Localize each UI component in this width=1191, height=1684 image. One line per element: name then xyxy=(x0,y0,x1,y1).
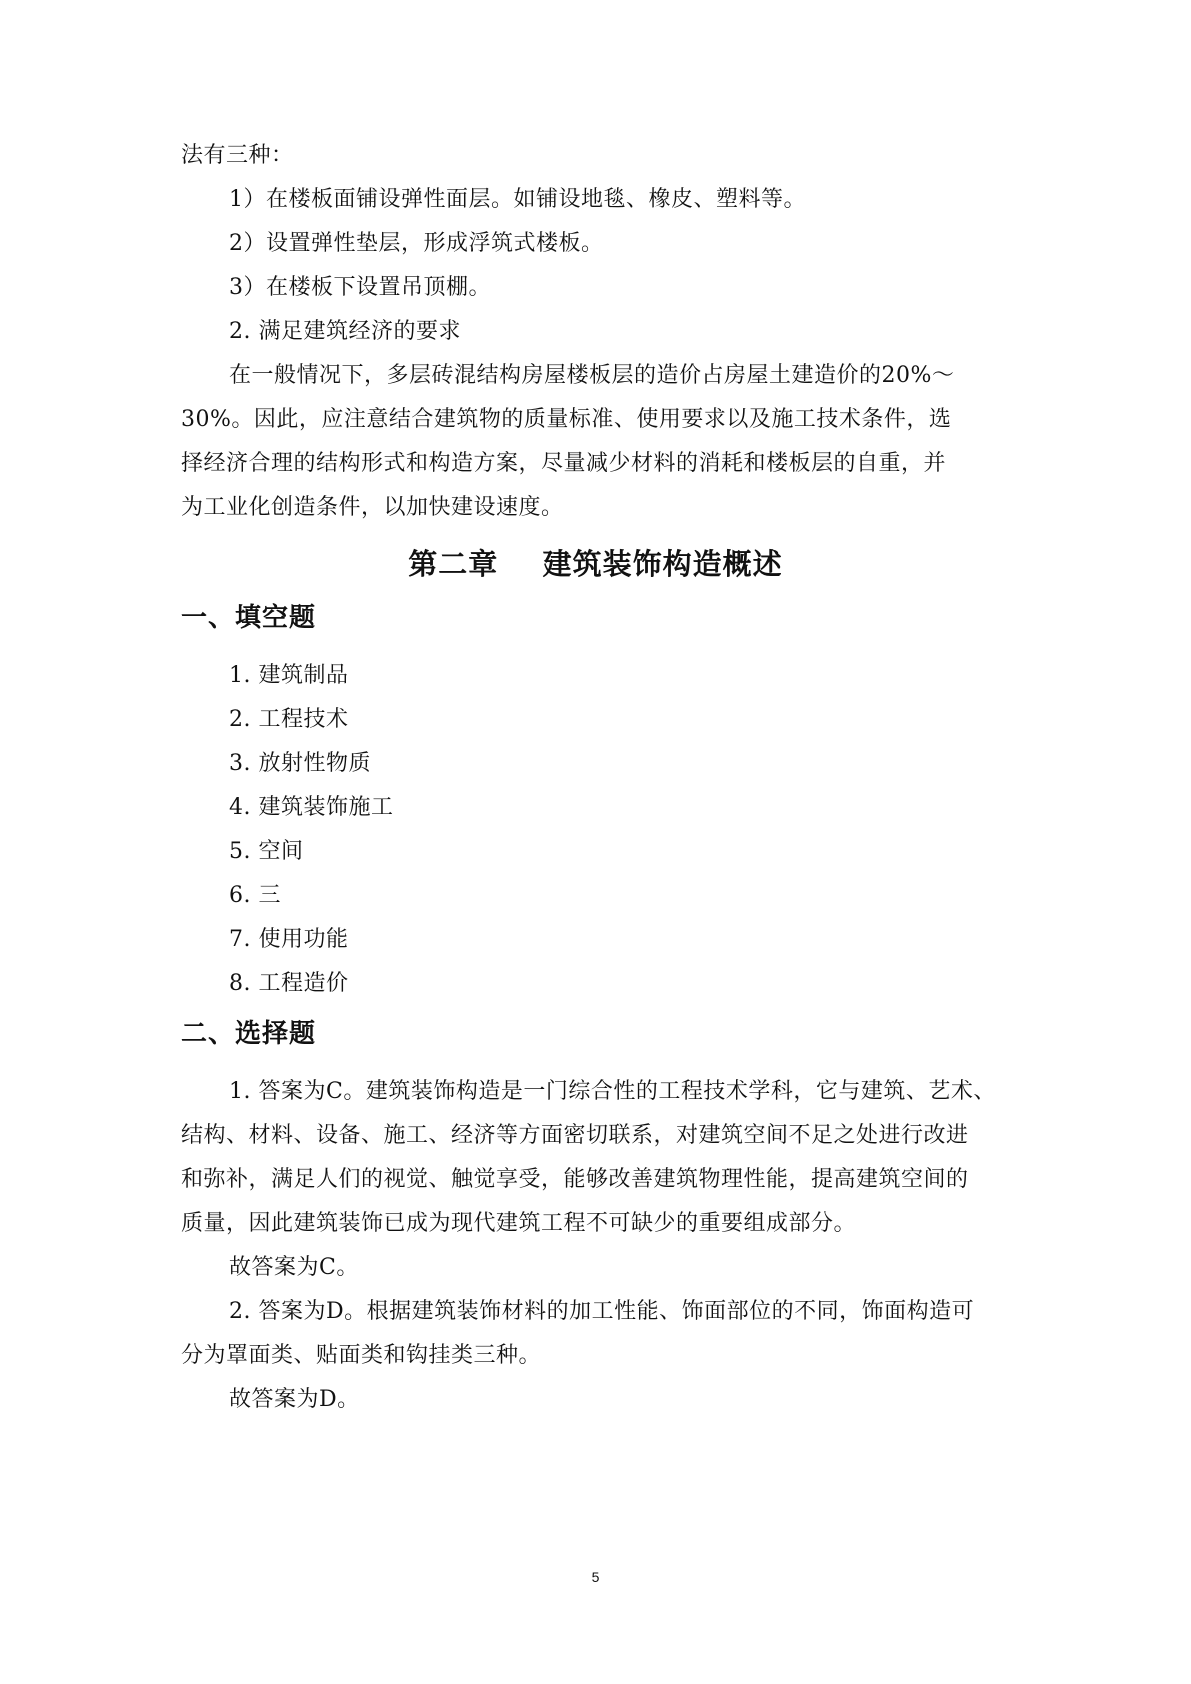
q1-line: 质量，因此建筑装饰已成为现代建筑工程不可缺少的重要组成部分。 xyxy=(181,1211,857,1236)
method-item: 1）在楼板面铺设弹性面层。如铺设地毯、橡皮、塑料等。 xyxy=(229,187,806,212)
paragraph-line: 30%。因此，应注意结合建筑物的质量标准、使用要求以及施工技术条件，选 xyxy=(181,407,952,432)
chapter-title: 第二章 建筑装饰构造概述 xyxy=(408,547,783,581)
page-number: 5 xyxy=(591,1569,600,1585)
answer-item: 5. 空间 xyxy=(229,839,304,864)
requirement-heading: 2. 满足建筑经济的要求 xyxy=(229,319,461,344)
choice-heading: 二、选择题 xyxy=(181,1019,317,1049)
paragraph-line: 择经济合理的结构形式和构造方案，尽量减少材料的消耗和楼板层的自重，并 xyxy=(181,451,947,476)
method-item: 3）在楼板下设置吊顶棚。 xyxy=(229,275,491,300)
q2-line: 2. 答案为D。根据建筑装饰材料的加工性能、饰面部位的不同，饰面构造可 xyxy=(229,1299,975,1324)
answer-item: 3. 放射性物质 xyxy=(229,751,371,776)
fill-blank-heading: 一、填空题 xyxy=(181,603,317,633)
paragraph-line: 在一般情况下，多层砖混结构房屋楼板层的造价占房屋土建造价的20%～ xyxy=(229,363,955,388)
q2-line: 分为罩面类、贴面类和钩挂类三种。 xyxy=(181,1343,542,1368)
q1-line: 和弥补，满足人们的视觉、触觉享受，能够改善建筑物理性能，提高建筑空间的 xyxy=(181,1167,969,1192)
method-item: 2）设置弹性垫层，形成浮筑式楼板。 xyxy=(229,231,604,256)
q1-line: 结构、材料、设备、施工、经济等方面密切联系，对建筑空间不足之处进行改进 xyxy=(181,1123,969,1148)
answer-item: 1. 建筑制品 xyxy=(229,663,349,688)
answer-item: 6. 三 xyxy=(229,883,281,908)
answer-item: 8. 工程造价 xyxy=(229,971,349,996)
q1-line: 1. 答案为C。建筑装饰构造是一门综合性的工程技术学科，它与建筑、艺术、 xyxy=(229,1079,996,1104)
answer-item: 4. 建筑装饰施工 xyxy=(229,795,394,820)
q2-conclusion: 故答案为D。 xyxy=(229,1387,360,1412)
answer-item: 2. 工程技术 xyxy=(229,707,349,732)
intro-line: 法有三种： xyxy=(181,143,294,168)
answer-item: 7. 使用功能 xyxy=(229,927,349,952)
paragraph-line: 为工业化创造条件，以加快建设速度。 xyxy=(181,495,564,520)
q1-conclusion: 故答案为C。 xyxy=(229,1255,359,1280)
